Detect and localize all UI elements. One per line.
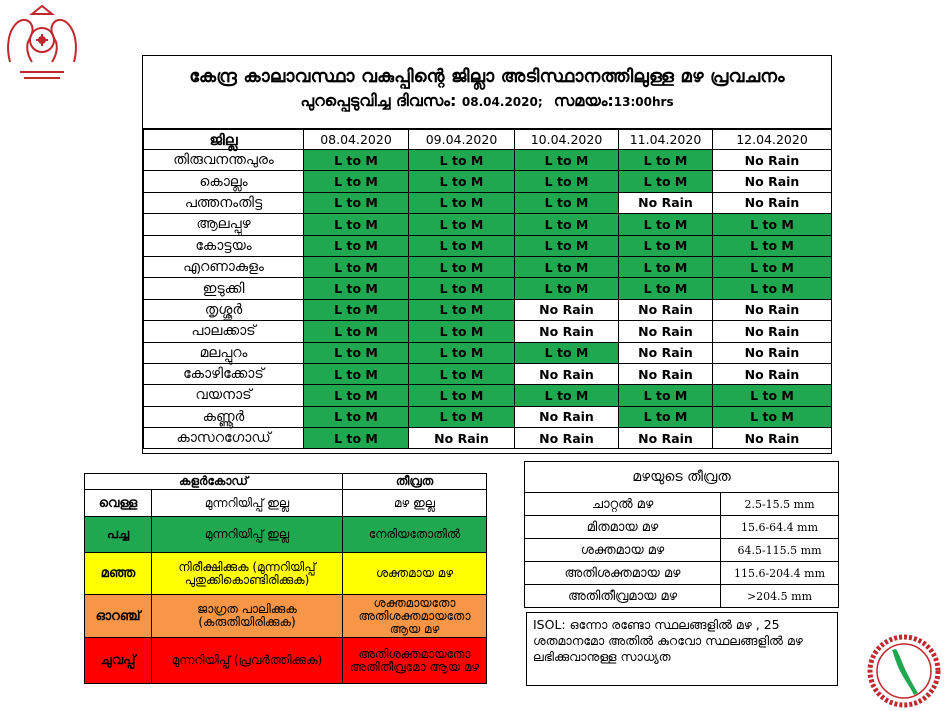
district-name: തിരുവനന്തപുരം bbox=[144, 150, 304, 171]
district-name: കോഴിക്കോട് bbox=[144, 363, 304, 384]
forecast-table-container bbox=[142, 55, 832, 454]
forecast-cell: No Rain bbox=[409, 428, 515, 449]
forecast-cell: No Rain bbox=[713, 428, 832, 449]
district-row bbox=[144, 192, 832, 213]
forecast-cell: L to M bbox=[713, 406, 832, 427]
color-code-header-row bbox=[85, 474, 487, 490]
forecast-cell: L to M bbox=[304, 428, 409, 449]
district-name: തൃശ്ശൂർ bbox=[144, 299, 304, 320]
time-label: സമയം: bbox=[553, 91, 614, 110]
forecast-cell: L to M bbox=[304, 192, 409, 213]
forecast-cell: L to M bbox=[713, 278, 832, 299]
forecast-cell: No Rain bbox=[713, 171, 832, 192]
time-unit: hrs bbox=[652, 95, 674, 109]
district-row bbox=[144, 278, 832, 299]
forecast-cell: No Rain bbox=[713, 299, 832, 320]
forecast-cell: L to M bbox=[409, 256, 515, 277]
district-row bbox=[144, 342, 832, 363]
color-intensity: മഴ ഇല്ല bbox=[343, 490, 487, 517]
forecast-cell: L to M bbox=[713, 214, 832, 235]
forecast-cell: L to M bbox=[304, 321, 409, 342]
color-name: ഓറഞ്ച് bbox=[85, 595, 152, 638]
forecast-cell: L to M bbox=[304, 363, 409, 384]
forecast-header-row bbox=[144, 130, 832, 150]
color-code-table-container bbox=[84, 473, 486, 684]
forecast-cell: L to M bbox=[409, 406, 515, 427]
color-intensity: നേരിയതോതിൽ bbox=[343, 517, 487, 553]
forecast-cell: No Rain bbox=[713, 342, 832, 363]
color-meaning: ജാഗ്രത പാലിക്കുക (കരുതിയിരിക്കുക) bbox=[152, 595, 343, 638]
isol-note: ISOL: ഒന്നോ രണ്ടോ സ്ഥലങ്ങളിൽ മഴ , 25 ശതമാനമോ അതിൽ കുറവോ സ്ഥലങ്ങളിൽ മഴ ലഭിക്കുവാനുള്ള സാധ്യത bbox=[526, 612, 838, 686]
forecast-cell: L to M bbox=[409, 192, 515, 213]
forecast-cell: L to M bbox=[515, 278, 619, 299]
forecast-cell: L to M bbox=[619, 235, 713, 256]
intensity-range: 2.5-15.5 mm bbox=[721, 493, 839, 516]
forecast-cell: L to M bbox=[409, 299, 515, 320]
district-row bbox=[144, 235, 832, 256]
district-row bbox=[144, 363, 832, 384]
district-row bbox=[144, 171, 832, 192]
forecast-cell: No Rain bbox=[619, 428, 713, 449]
rain-intensity-table bbox=[524, 461, 839, 608]
district-row bbox=[144, 150, 832, 171]
intensity-row bbox=[525, 493, 839, 516]
intensity-label: മിതമായ മഴ bbox=[525, 516, 721, 539]
forecast-cell: L to M bbox=[713, 235, 832, 256]
forecast-cell: No Rain bbox=[619, 299, 713, 320]
color-intensity: ശക്തമായ മഴ bbox=[343, 553, 487, 595]
district-name: വയനാട് bbox=[144, 385, 304, 406]
forecast-cell: No Rain bbox=[713, 192, 832, 213]
district-row bbox=[144, 385, 832, 406]
forecast-cell: No Rain bbox=[713, 150, 832, 171]
issued-label: പുറപ്പെടുവിച്ച ദിവസം: bbox=[300, 91, 457, 110]
date-header: 10.04.2020 bbox=[515, 130, 619, 150]
forecast-cell: L to M bbox=[304, 235, 409, 256]
forecast-cell: L to M bbox=[619, 385, 713, 406]
forecast-cell: L to M bbox=[619, 214, 713, 235]
forecast-cell: No Rain bbox=[515, 428, 619, 449]
color-intensity: ശക്തമായതോ അതിശക്തമായതോ ആയ മഴ bbox=[343, 595, 487, 638]
forecast-cell: No Rain bbox=[619, 363, 713, 384]
intensity-label: ചാറ്റൽ മഴ bbox=[525, 493, 721, 516]
intensity-title: മഴയുടെ തീവ്രത bbox=[525, 462, 839, 493]
time-value: 13:00 bbox=[613, 95, 652, 109]
color-intensity-header: തീവ്രത bbox=[343, 474, 487, 490]
color-code-row bbox=[85, 638, 487, 684]
forecast-cell: No Rain bbox=[713, 363, 832, 384]
color-meaning: മുന്നറിയിപ്പ് ഇല്ല bbox=[152, 517, 343, 553]
date-header: 12.04.2020 bbox=[713, 130, 832, 150]
district-name: കാസറഗോഡ് bbox=[144, 428, 304, 449]
district-name: ആലപ്പുഴ bbox=[144, 214, 304, 235]
district-name: ഇടുക്കി bbox=[144, 278, 304, 299]
intensity-title-row bbox=[525, 462, 839, 493]
forecast-cell: L to M bbox=[304, 342, 409, 363]
district-name: പത്തനംതിട്ട bbox=[144, 192, 304, 213]
forecast-cell: L to M bbox=[515, 214, 619, 235]
forecast-cell: L to M bbox=[409, 214, 515, 235]
color-name: വെള്ള bbox=[85, 490, 152, 517]
district-row bbox=[144, 406, 832, 427]
forecast-cell: L to M bbox=[409, 150, 515, 171]
forecast-cell: No Rain bbox=[619, 192, 713, 213]
district-row bbox=[144, 321, 832, 342]
district-row bbox=[144, 299, 832, 320]
district-row bbox=[144, 256, 832, 277]
forecast-cell: L to M bbox=[304, 214, 409, 235]
intensity-range: 64.5-115.5 mm bbox=[721, 539, 839, 562]
forecast-cell: No Rain bbox=[515, 321, 619, 342]
intensity-row bbox=[525, 562, 839, 585]
forecast-cell: L to M bbox=[304, 171, 409, 192]
intensity-range: 15.6-64.4 mm bbox=[721, 516, 839, 539]
forecast-cell: No Rain bbox=[619, 342, 713, 363]
district-column-header: ജില്ല bbox=[144, 130, 304, 150]
color-code-row bbox=[85, 517, 487, 553]
forecast-title: കേന്ദ്ര കാലാവസ്ഥാ വകുപ്പിന്റെ ജില്ലാ അടിസ്ഥാനത്തിലുള്ള മഴ പ്രവചനം bbox=[189, 66, 785, 87]
district-name: പാലക്കാട് bbox=[144, 321, 304, 342]
color-meaning: മുന്നറിയിപ്പ് (പ്രവർത്തിക്കുക) bbox=[152, 638, 343, 684]
color-name: മഞ്ഞ bbox=[85, 553, 152, 595]
color-meaning: മുന്നറിയിപ്പ് ഇല്ല bbox=[152, 490, 343, 517]
rain-intensity-table-container bbox=[524, 461, 838, 608]
district-name: കണ്ണൂർ bbox=[144, 406, 304, 427]
date-header: 08.04.2020 bbox=[304, 130, 409, 150]
forecast-cell: L to M bbox=[304, 406, 409, 427]
forecast-cell: No Rain bbox=[619, 321, 713, 342]
forecast-cell: No Rain bbox=[515, 406, 619, 427]
intensity-row bbox=[525, 516, 839, 539]
color-intensity: അതിശക്തമായതോ അതിതീവ്രമോ ആയ മഴ bbox=[343, 638, 487, 684]
forecast-cell: No Rain bbox=[713, 321, 832, 342]
forecast-cell: L to M bbox=[304, 256, 409, 277]
forecast-cell: L to M bbox=[409, 321, 515, 342]
forecast-cell: L to M bbox=[409, 278, 515, 299]
forecast-cell: L to M bbox=[409, 342, 515, 363]
forecast-cell: L to M bbox=[619, 278, 713, 299]
forecast-cell: L to M bbox=[619, 406, 713, 427]
district-name: മലപ്പുറം bbox=[144, 342, 304, 363]
forecast-cell: L to M bbox=[619, 256, 713, 277]
forecast-cell: L to M bbox=[713, 385, 832, 406]
forecast-cell: L to M bbox=[515, 385, 619, 406]
color-code-row bbox=[85, 553, 487, 595]
intensity-range: 115.6-204.4 mm bbox=[721, 562, 839, 585]
color-name: പച്ച bbox=[85, 517, 152, 553]
color-code-table bbox=[84, 473, 487, 684]
forecast-cell: L to M bbox=[515, 342, 619, 363]
forecast-cell: L to M bbox=[515, 256, 619, 277]
district-name: കൊല്ലം bbox=[144, 171, 304, 192]
forecast-cell: L to M bbox=[409, 363, 515, 384]
date-header: 09.04.2020 bbox=[409, 130, 515, 150]
forecast-header bbox=[143, 56, 831, 129]
forecast-cell: No Rain bbox=[515, 299, 619, 320]
forecast-cell: L to M bbox=[515, 235, 619, 256]
intensity-row bbox=[525, 539, 839, 562]
district-name: എറണാകുളം bbox=[144, 256, 304, 277]
color-code-header: കളർകോഡ് bbox=[85, 474, 343, 490]
kerala-emblem-logo bbox=[2, 2, 82, 84]
forecast-cell: L to M bbox=[304, 150, 409, 171]
forecast-cell: L to M bbox=[409, 385, 515, 406]
intensity-range: >204.5 mm bbox=[721, 585, 839, 608]
intensity-row bbox=[525, 585, 839, 608]
forecast-cell: L to M bbox=[304, 278, 409, 299]
color-code-row bbox=[85, 490, 487, 517]
forecast-cell: No Rain bbox=[515, 363, 619, 384]
date-header: 11.04.2020 bbox=[619, 130, 713, 150]
district-name: കോട്ടയം bbox=[144, 235, 304, 256]
forecast-cell: L to M bbox=[515, 171, 619, 192]
forecast-cell: L to M bbox=[713, 256, 832, 277]
intensity-label: ശക്തമായ മഴ bbox=[525, 539, 721, 562]
district-row bbox=[144, 214, 832, 235]
forecast-cell: L to M bbox=[619, 171, 713, 192]
intensity-label: അതിതീവ്രമായ മഴ bbox=[525, 585, 721, 608]
forecast-cell: L to M bbox=[304, 299, 409, 320]
issued-line bbox=[143, 87, 831, 111]
forecast-cell: L to M bbox=[409, 235, 515, 256]
forecast-cell: L to M bbox=[619, 150, 713, 171]
forecast-cell: L to M bbox=[409, 171, 515, 192]
forecast-cell: L to M bbox=[515, 192, 619, 213]
color-code-row bbox=[85, 595, 487, 638]
color-meaning: നിരീക്ഷിക്കുക (മുന്നറിയിപ്പ് പുതുക്കികൊണ്ടിരിക്കുക) bbox=[152, 553, 343, 595]
color-name: ചുവപ്പ് bbox=[85, 638, 152, 684]
forecast-table bbox=[143, 129, 832, 449]
forecast-cell: L to M bbox=[515, 150, 619, 171]
issued-date: 08.04.2020; bbox=[461, 95, 543, 109]
forecast-cell: L to M bbox=[304, 385, 409, 406]
district-row bbox=[144, 428, 832, 449]
kerala-map-logo bbox=[866, 633, 942, 709]
intensity-label: അതിശക്തമായ മഴ bbox=[525, 562, 721, 585]
